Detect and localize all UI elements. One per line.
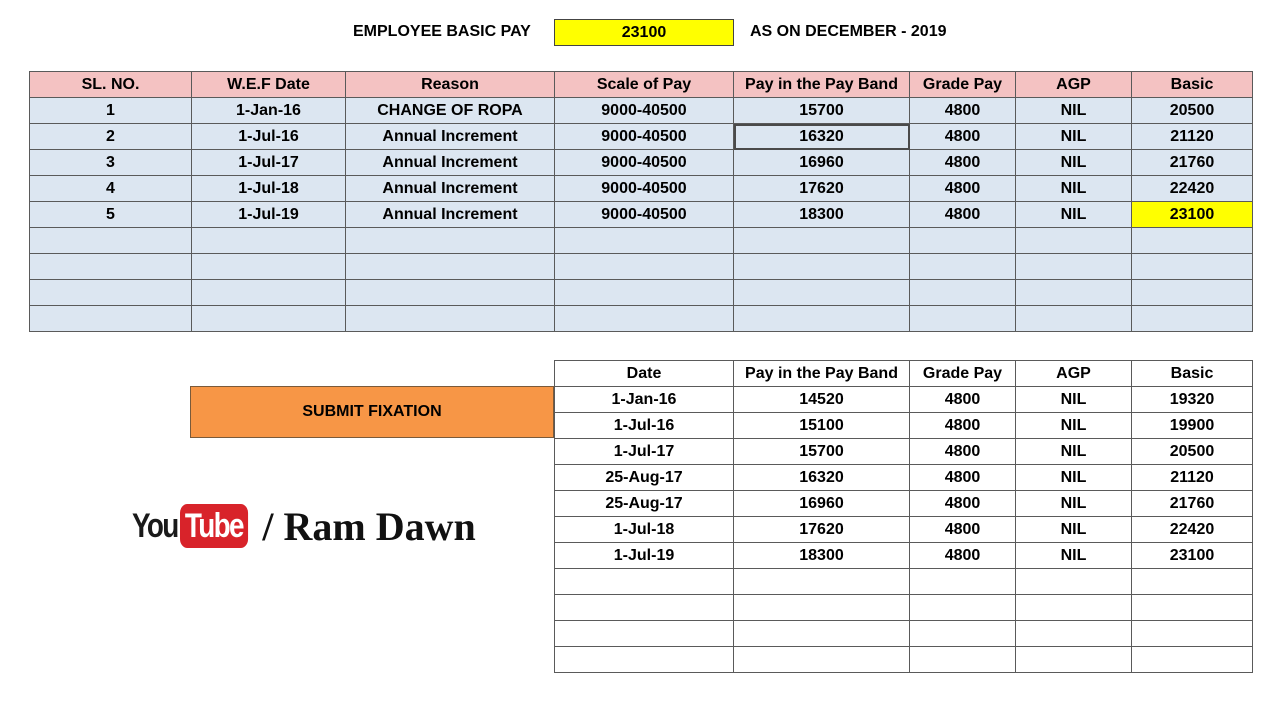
fixation-cell[interactable]: 4800 <box>910 491 1016 517</box>
as-on-date-label: AS ON DECEMBER - 2019 <box>750 23 947 40</box>
pay-history-column-header[interactable]: Pay in the Pay Band <box>734 72 910 98</box>
table-row <box>555 465 1253 491</box>
table-row <box>30 254 1253 280</box>
fixation-cell[interactable] <box>734 621 910 647</box>
fixation-cell[interactable]: 14520 <box>734 387 910 413</box>
fixation-cell[interactable] <box>1132 647 1253 673</box>
fixation-cell[interactable] <box>1016 647 1132 673</box>
pay-history-cell[interactable]: NIL <box>1016 176 1132 202</box>
fixation-cell[interactable]: 15100 <box>734 413 910 439</box>
fixation-cell[interactable] <box>734 647 910 673</box>
pay-history-cell[interactable] <box>346 254 555 280</box>
pay-history-cell[interactable] <box>346 306 555 332</box>
pay-history-cell[interactable]: 1-Jul-18 <box>192 176 346 202</box>
pay-history-cell[interactable] <box>30 280 192 306</box>
fixation-cell[interactable] <box>555 569 734 595</box>
pay-history-cell[interactable]: 1-Jul-19 <box>192 202 346 228</box>
fixation-cell[interactable] <box>555 647 734 673</box>
pay-history-cell[interactable] <box>734 280 910 306</box>
pay-history-cell[interactable]: 22420 <box>1132 176 1253 202</box>
table-row <box>555 647 1253 673</box>
pay-history-cell[interactable] <box>734 228 910 254</box>
pay-history-cell[interactable] <box>192 254 346 280</box>
pay-history-cell[interactable] <box>910 228 1016 254</box>
pay-history-cell[interactable] <box>192 280 346 306</box>
pay-history-cell[interactable]: Annual Increment <box>346 124 555 150</box>
pay-history-column-header[interactable]: Scale of Pay <box>555 72 734 98</box>
fixation-cell[interactable]: 19320 <box>1132 387 1253 413</box>
pay-history-cell[interactable]: 15700 <box>734 98 910 124</box>
table-row <box>555 621 1253 647</box>
table-row <box>30 176 1253 202</box>
pay-history-cell[interactable] <box>910 306 1016 332</box>
pay-history-column-header[interactable]: Reason <box>346 72 555 98</box>
fixation-cell[interactable]: 25-Aug-17 <box>555 465 734 491</box>
pay-history-cell[interactable]: 9000-40500 <box>555 202 734 228</box>
pay-history-cell[interactable]: Annual Increment <box>346 176 555 202</box>
pay-history-cell[interactable] <box>1132 254 1253 280</box>
fixation-cell[interactable]: NIL <box>1016 439 1132 465</box>
fixation-cell[interactable]: 1-Jul-17 <box>555 439 734 465</box>
fixation-column-header[interactable]: Grade Pay <box>910 361 1016 387</box>
fixation-cell[interactable] <box>734 569 910 595</box>
youtube-logo-tube: Tube <box>180 504 248 548</box>
fixation-cell[interactable] <box>1016 595 1132 621</box>
fixation-cell[interactable] <box>555 621 734 647</box>
pay-history-cell[interactable] <box>192 228 346 254</box>
pay-history-cell[interactable]: 3 <box>30 150 192 176</box>
pay-history-cell[interactable]: 18300 <box>734 202 910 228</box>
fixation-cell[interactable]: 21760 <box>1132 491 1253 517</box>
pay-history-cell[interactable]: 17620 <box>734 176 910 202</box>
fixation-result-table <box>554 360 1253 673</box>
fixation-cell[interactable]: 20500 <box>1132 439 1253 465</box>
fixation-cell[interactable]: NIL <box>1016 413 1132 439</box>
pay-history-cell[interactable]: 21120 <box>1132 124 1253 150</box>
pay-history-cell[interactable] <box>192 306 346 332</box>
pay-history-cell[interactable]: 16320 <box>734 124 910 150</box>
pay-history-cell[interactable] <box>555 254 734 280</box>
fixation-cell[interactable]: 22420 <box>1132 517 1253 543</box>
pay-history-cell[interactable]: 4800 <box>910 202 1016 228</box>
pay-history-cell[interactable] <box>555 228 734 254</box>
pay-history-column-header[interactable]: SL. NO. <box>30 72 192 98</box>
fixation-cell[interactable]: 18300 <box>734 543 910 569</box>
pay-history-cell[interactable]: 4800 <box>910 150 1016 176</box>
fixation-cell[interactable]: 4800 <box>910 439 1016 465</box>
fixation-cell[interactable]: 4800 <box>910 465 1016 491</box>
pay-history-cell[interactable]: 9000-40500 <box>555 176 734 202</box>
pay-history-cell[interactable] <box>30 254 192 280</box>
table-row <box>30 280 1253 306</box>
pay-history-cell[interactable]: NIL <box>1016 124 1132 150</box>
pay-history-cell[interactable] <box>1132 280 1253 306</box>
pay-history-cell[interactable]: 4800 <box>910 176 1016 202</box>
pay-history-cell[interactable] <box>1016 254 1132 280</box>
pay-history-cell[interactable] <box>1016 228 1132 254</box>
fixation-cell[interactable] <box>910 621 1016 647</box>
fixation-cell[interactable] <box>555 595 734 621</box>
pay-history-cell[interactable]: 21760 <box>1132 150 1253 176</box>
pay-history-cell[interactable]: NIL <box>1016 98 1132 124</box>
fixation-cell[interactable] <box>910 595 1016 621</box>
fixation-cell[interactable]: 4800 <box>910 413 1016 439</box>
pay-history-cell[interactable]: 20500 <box>1132 98 1253 124</box>
fixation-cell[interactable]: NIL <box>1016 491 1132 517</box>
fixation-cell[interactable]: 21120 <box>1132 465 1253 491</box>
table-row <box>30 98 1253 124</box>
pay-history-cell[interactable]: 4 <box>30 176 192 202</box>
fixation-cell[interactable]: NIL <box>1016 517 1132 543</box>
fixation-cell[interactable]: 1-Jul-16 <box>555 413 734 439</box>
pay-history-cell[interactable] <box>734 254 910 280</box>
fixation-column-header[interactable]: Pay in the Pay Band <box>734 361 910 387</box>
pay-history-cell[interactable] <box>910 280 1016 306</box>
pay-history-cell[interactable] <box>1132 306 1253 332</box>
fixation-cell[interactable]: 1-Jul-18 <box>555 517 734 543</box>
fixation-column-header[interactable]: Date <box>555 361 734 387</box>
fixation-column-header[interactable]: Basic <box>1132 361 1253 387</box>
fixation-header-row <box>555 361 1253 387</box>
fixation-cell[interactable]: 15700 <box>734 439 910 465</box>
fixation-cell[interactable]: NIL <box>1016 465 1132 491</box>
pay-history-cell[interactable]: 23100 <box>1132 202 1253 228</box>
table-row <box>30 228 1253 254</box>
channel-name: / Ram Dawn <box>262 503 476 549</box>
pay-history-cell[interactable]: 4800 <box>910 98 1016 124</box>
pay-history-cell[interactable]: NIL <box>1016 202 1132 228</box>
pay-history-cell[interactable]: 9000-40500 <box>555 98 734 124</box>
pay-history-cell[interactable]: 5 <box>30 202 192 228</box>
pay-history-cell[interactable] <box>555 306 734 332</box>
table-row <box>555 543 1253 569</box>
fixation-cell[interactable]: 16960 <box>734 491 910 517</box>
youtube-channel-watermark <box>132 500 476 552</box>
pay-history-cell[interactable] <box>734 306 910 332</box>
pay-history-header-row <box>30 72 1253 98</box>
fixation-cell[interactable]: 25-Aug-17 <box>555 491 734 517</box>
pay-history-cell[interactable] <box>910 254 1016 280</box>
table-row <box>555 595 1253 621</box>
pay-history-cell[interactable]: 1 <box>30 98 192 124</box>
pay-history-cell[interactable]: 1-Jan-16 <box>192 98 346 124</box>
fixation-cell[interactable] <box>1132 621 1253 647</box>
pay-history-column-header[interactable]: W.E.F Date <box>192 72 346 98</box>
pay-history-cell[interactable] <box>346 228 555 254</box>
pay-history-cell[interactable]: Annual Increment <box>346 150 555 176</box>
pay-history-cell[interactable]: 9000-40500 <box>555 124 734 150</box>
table-row <box>30 124 1253 150</box>
pay-history-cell[interactable] <box>1016 306 1132 332</box>
fixation-cell[interactable]: 16320 <box>734 465 910 491</box>
fixation-cell[interactable] <box>910 647 1016 673</box>
table-row <box>30 150 1253 176</box>
table-row <box>555 517 1253 543</box>
pay-history-cell[interactable]: Annual Increment <box>346 202 555 228</box>
basic-pay-value-cell[interactable]: 23100 <box>554 19 734 46</box>
table-row <box>555 413 1253 439</box>
pay-history-column-header[interactable]: AGP <box>1016 72 1132 98</box>
fixation-cell[interactable] <box>1016 621 1132 647</box>
youtube-logo-you: You <box>132 506 178 545</box>
submit-fixation-button[interactable]: SUBMIT FIXATION <box>190 386 554 438</box>
header-label: EMPLOYEE BASIC PAY <box>353 23 531 40</box>
pay-history-column-header[interactable]: Grade Pay <box>910 72 1016 98</box>
pay-history-cell[interactable]: 16960 <box>734 150 910 176</box>
pay-history-cell[interactable] <box>346 280 555 306</box>
table-row <box>30 202 1253 228</box>
table-row <box>30 306 1253 332</box>
fixation-cell[interactable]: NIL <box>1016 543 1132 569</box>
pay-history-cell[interactable]: 1-Jul-17 <box>192 150 346 176</box>
pay-history-cell[interactable]: 1-Jul-16 <box>192 124 346 150</box>
pay-history-cell[interactable]: 4800 <box>910 124 1016 150</box>
pay-history-cell[interactable] <box>555 280 734 306</box>
table-row <box>555 387 1253 413</box>
pay-history-cell[interactable] <box>1016 280 1132 306</box>
fixation-cell[interactable]: 1-Jan-16 <box>555 387 734 413</box>
table-row <box>555 491 1253 517</box>
fixation-cell[interactable] <box>910 569 1016 595</box>
fixation-cell[interactable] <box>1016 569 1132 595</box>
fixation-cell[interactable] <box>1132 595 1253 621</box>
pay-history-cell[interactable]: 2 <box>30 124 192 150</box>
fixation-cell[interactable]: 19900 <box>1132 413 1253 439</box>
pay-history-cell[interactable]: NIL <box>1016 150 1132 176</box>
pay-history-cell[interactable]: CHANGE OF ROPA <box>346 98 555 124</box>
table-row <box>555 439 1253 465</box>
pay-history-cell[interactable]: 9000-40500 <box>555 150 734 176</box>
fixation-cell[interactable]: 4800 <box>910 543 1016 569</box>
fixation-cell[interactable]: NIL <box>1016 387 1132 413</box>
pay-history-table <box>29 71 1253 332</box>
fixation-cell[interactable]: 17620 <box>734 517 910 543</box>
fixation-cell[interactable]: 4800 <box>910 387 1016 413</box>
pay-history-column-header[interactable]: Basic <box>1132 72 1253 98</box>
pay-history-cell[interactable] <box>30 306 192 332</box>
fixation-cell[interactable] <box>734 595 910 621</box>
pay-history-cell[interactable] <box>1132 228 1253 254</box>
fixation-cell[interactable]: 4800 <box>910 517 1016 543</box>
fixation-column-header[interactable]: AGP <box>1016 361 1132 387</box>
table-row <box>555 569 1253 595</box>
pay-history-cell[interactable] <box>30 228 192 254</box>
fixation-cell[interactable]: 23100 <box>1132 543 1253 569</box>
fixation-cell[interactable]: 1-Jul-19 <box>555 543 734 569</box>
fixation-cell[interactable] <box>1132 569 1253 595</box>
